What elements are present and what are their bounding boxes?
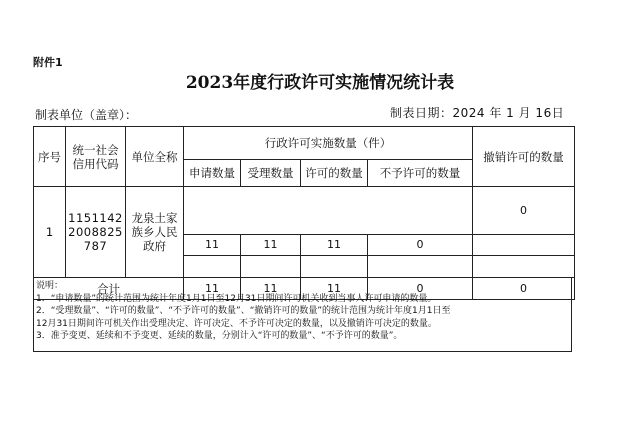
cell-applied: 11: [184, 235, 241, 256]
cell-permitted: [301, 256, 368, 278]
total-applied: 11: [184, 278, 241, 300]
cell-accepted: [241, 256, 301, 278]
cell-denied: [368, 256, 473, 278]
header-applied: 申请数量: [184, 160, 241, 187]
document-title: 2023年度行政许可实施情况统计表: [185, 73, 455, 93]
cell-revoked: [473, 235, 575, 256]
header-row: [34, 127, 575, 160]
header-unit-name: 单位全称: [126, 127, 184, 187]
notes-box: [33, 278, 572, 352]
header-revoked: 撤销许可的数量: [473, 127, 575, 187]
cell-applied: [184, 256, 241, 278]
header-seq: 序号: [34, 127, 66, 187]
cell-permitted: 11: [301, 235, 368, 256]
attachment-label: 附件1: [33, 56, 63, 69]
note-line: 2．“受理数量”、“许可的数量”、“不予许可的数量”、“撤销许可的数量”的统计范围为统计年度1月1日至: [36, 306, 451, 316]
unit-label: 制表单位（盖章）：: [35, 108, 138, 122]
note-line: 1．“申请数量”的统计范围为统计年度1月1日至12月31日期间许可机关收到当事人许可申请的数量。: [36, 293, 437, 304]
total-label: 合计: [34, 278, 184, 300]
cell-denied: 0: [368, 235, 473, 256]
cell-unit-name: 龙泉土家族乡人民政府: [126, 187, 184, 278]
total-permitted: 11: [301, 278, 368, 300]
cell-revoked: 0: [473, 187, 575, 235]
table-row: [34, 187, 575, 235]
header-denied: 不予许可的数量: [368, 160, 473, 187]
total-accepted: 11: [241, 278, 301, 300]
header-credit-code: 统一社会信用代码: [66, 127, 126, 187]
cell-revoked: [473, 256, 575, 278]
note-line: 12月31日期间许可机关作出受理决定、许可决定、不予许可决定的数量，以及撤销许可决定的数量。: [36, 318, 437, 329]
total-revoked: 0: [473, 278, 575, 300]
total-denied: 0: [368, 278, 473, 300]
header-permitted: 许可的数量: [301, 160, 368, 187]
notes-heading: 说明：: [36, 281, 64, 291]
cell-empty: [184, 187, 473, 235]
cell-seq: 1: [34, 187, 66, 278]
header-group: 行政许可实施数量（件）: [184, 127, 473, 160]
header-accepted: 受理数量: [241, 160, 301, 187]
date-label: 制表日期：2024 年 1 月 16日: [390, 106, 565, 120]
note-line: 3．准予变更、延续和不予变更、延续的数量，分别计入“许可的数量”、“不予许可的数量”。: [36, 331, 403, 341]
cell-credit-code: 11511422008825787: [66, 187, 126, 278]
statistics-table: [33, 126, 575, 300]
cell-accepted: 11: [241, 235, 301, 256]
